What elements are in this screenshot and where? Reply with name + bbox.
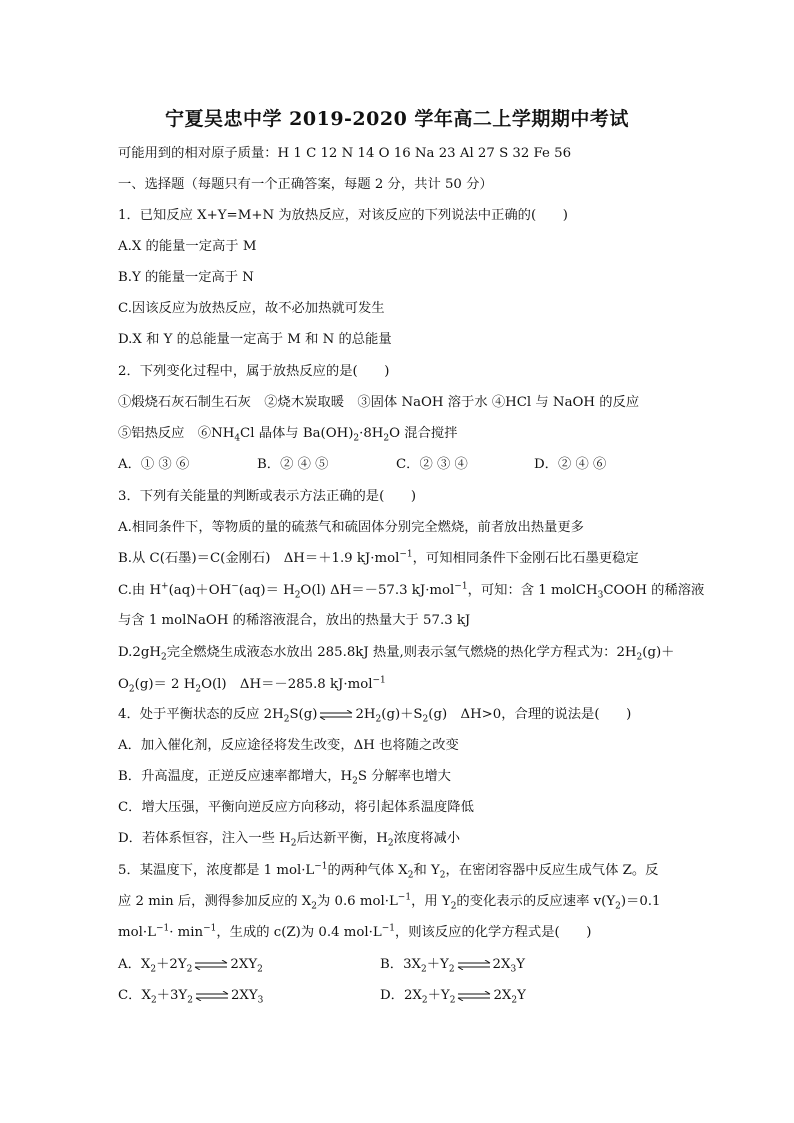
q4-option-a: A．加入催化剂，反应途径将发生改变，ΔH 也将随之改变 [118,738,459,753]
section-heading: 一、选择题（每题只有一个正确答案，每题 2 分，共计 50 分） [118,177,493,192]
q2-option-d: D．② ④ ⑥ [534,457,607,472]
q1-option-c: C.因该反应为放热反应，故不必加热就可发生 [118,301,385,316]
q4-stem: 4．处于平衡状态的反应 $2H_2S(g)$ $2H_2(g)+S_2(g)$ ΔH>0，合理的说法是( ) [118,707,632,725]
q2-option-c: C．② ③ ④ [396,457,468,472]
q4-option-d: D．若体系恒容，注入一些 $H_2$后达新平衡，$H_2$浓度将减小 [118,831,461,849]
equilibrium-arrow-icon [319,710,353,720]
equilibrium-arrow-icon [195,991,229,1001]
q2-items-line2: ⑤铝热反应 $⑥NH_4Cl$ 晶体与 $Ba(OH)_2\cdot 8H_2O$ 混合搅拌 [118,426,458,444]
q2-items-line1: ①煅烧石灰石制生石灰 ②烧木炭取暖 ③固体 NaOH 溶于水 ④HCl 与 NaOH 的反应 [118,395,640,410]
q2-stem: 2．下列变化过程中，属于放热反应的是( ) [118,364,390,379]
equilibrium-arrow-icon [457,960,491,970]
q1-option-d: D.X 和 Y 的总能量一定高于 M 和 N 的总能量 [118,332,392,347]
q5-option-a: A．$X_2+2Y_2$ $2XY_2$ [118,957,263,975]
q3-stem: 3．下列有关能量的判断或表示方法正确的是( ) [118,489,417,504]
q3-option-c-cont: 与含 1 molNaOH 的稀溶液混合，放出的热量大于 57.3 kJ [118,613,471,628]
q4-option-b: B．升高温度，正逆反应速率都增大，$H_2S$ 分解率也增大 [118,769,451,787]
q5-option-c: C．$X_2+3Y_2$ $2XY_3$ [118,988,264,1006]
q3-option-d-cont: $O_2(g)= 2$ $H_2O(l)$ ΔH＝－285.8 kJ·mol$^{-1}$ [118,675,386,695]
q5-stem-line3: $mol\cdot L^{-1}\cdot \min^{-1}$，生成的 c(Z)为 0.4 $mol\cdot L^{-1}$，则该反应的化学方程式是( ) [118,923,592,940]
q1-option-b: B.Y 的能量一定高于 N [118,270,254,285]
q5-stem-line1: 5．某温度下，浓度都是 1 $mol\cdot L^{-1}$的两种气体 $X_2$和 $Y_2$，在密闭容器中反应生成气体 Z。反 [118,861,659,881]
equilibrium-arrow-icon [457,991,491,1001]
q1-option-a: A.X 的能量一定高于 M [118,239,257,254]
q2-option-b: B．② ④ ⑤ [257,457,329,472]
exam-title: 宁夏吴忠中学 2019-2020 学年高二上学期期中考试 [165,108,629,130]
q3-option-b: B.从 C(石墨)＝C(金刚石) ΔH＝＋1.9 kJ·mol$^{-1}$，可知相同条件下金刚石比石墨更稳定 [118,549,639,566]
q1-stem: 1．已知反应 X+Y=M+N 为放热反应，对该反应的下列说法中正确的( ) [118,208,568,223]
q3-option-c: C.由 $H^+(aq)+OH^-(aq)= H_2O(l)$ ΔH＝－57.3 kJ·mol$^{-1}$，可知：含 1 molCH$_3$COOH 的稀溶液 [118,581,705,601]
q3-option-a: A.相同条件下，等物质的量的硫蒸气和硫固体分别完全燃烧，前者放出热量更多 [118,520,584,535]
equilibrium-arrow-icon [194,960,228,970]
q4-option-c: C．增大压强，平衡向逆反应方向移动，将引起体系温度降低 [118,800,474,815]
q5-option-b: B．$3X_2+Y_2$ $2X_3Y$ [380,957,525,975]
q5-option-d: D．$2X_2+Y_2$ $2X_2Y$ [380,988,526,1006]
q2-option-a: A．① ③ ⑥ [118,457,190,472]
q3-option-d: $D.2gH_2$完全燃烧生成液态水放出 285.8kJ 热量,则表示氢气燃烧的热化学方程式为：$2H_2(g)+$ [118,645,675,663]
atomic-masses-line: 可能用到的相对原子质量：H 1 C 12 N 14 O 16 Na 23 Al 27 S 32 Fe 56 [118,146,572,161]
q5-stem-line2: 应 2 min 后，测得参加反应的 $X_2$为 0.6 $mol\cdot L^{-1}$，用 $Y_2$的变化表示的反应速率 $v(Y_2)=0.1$ [118,892,661,912]
